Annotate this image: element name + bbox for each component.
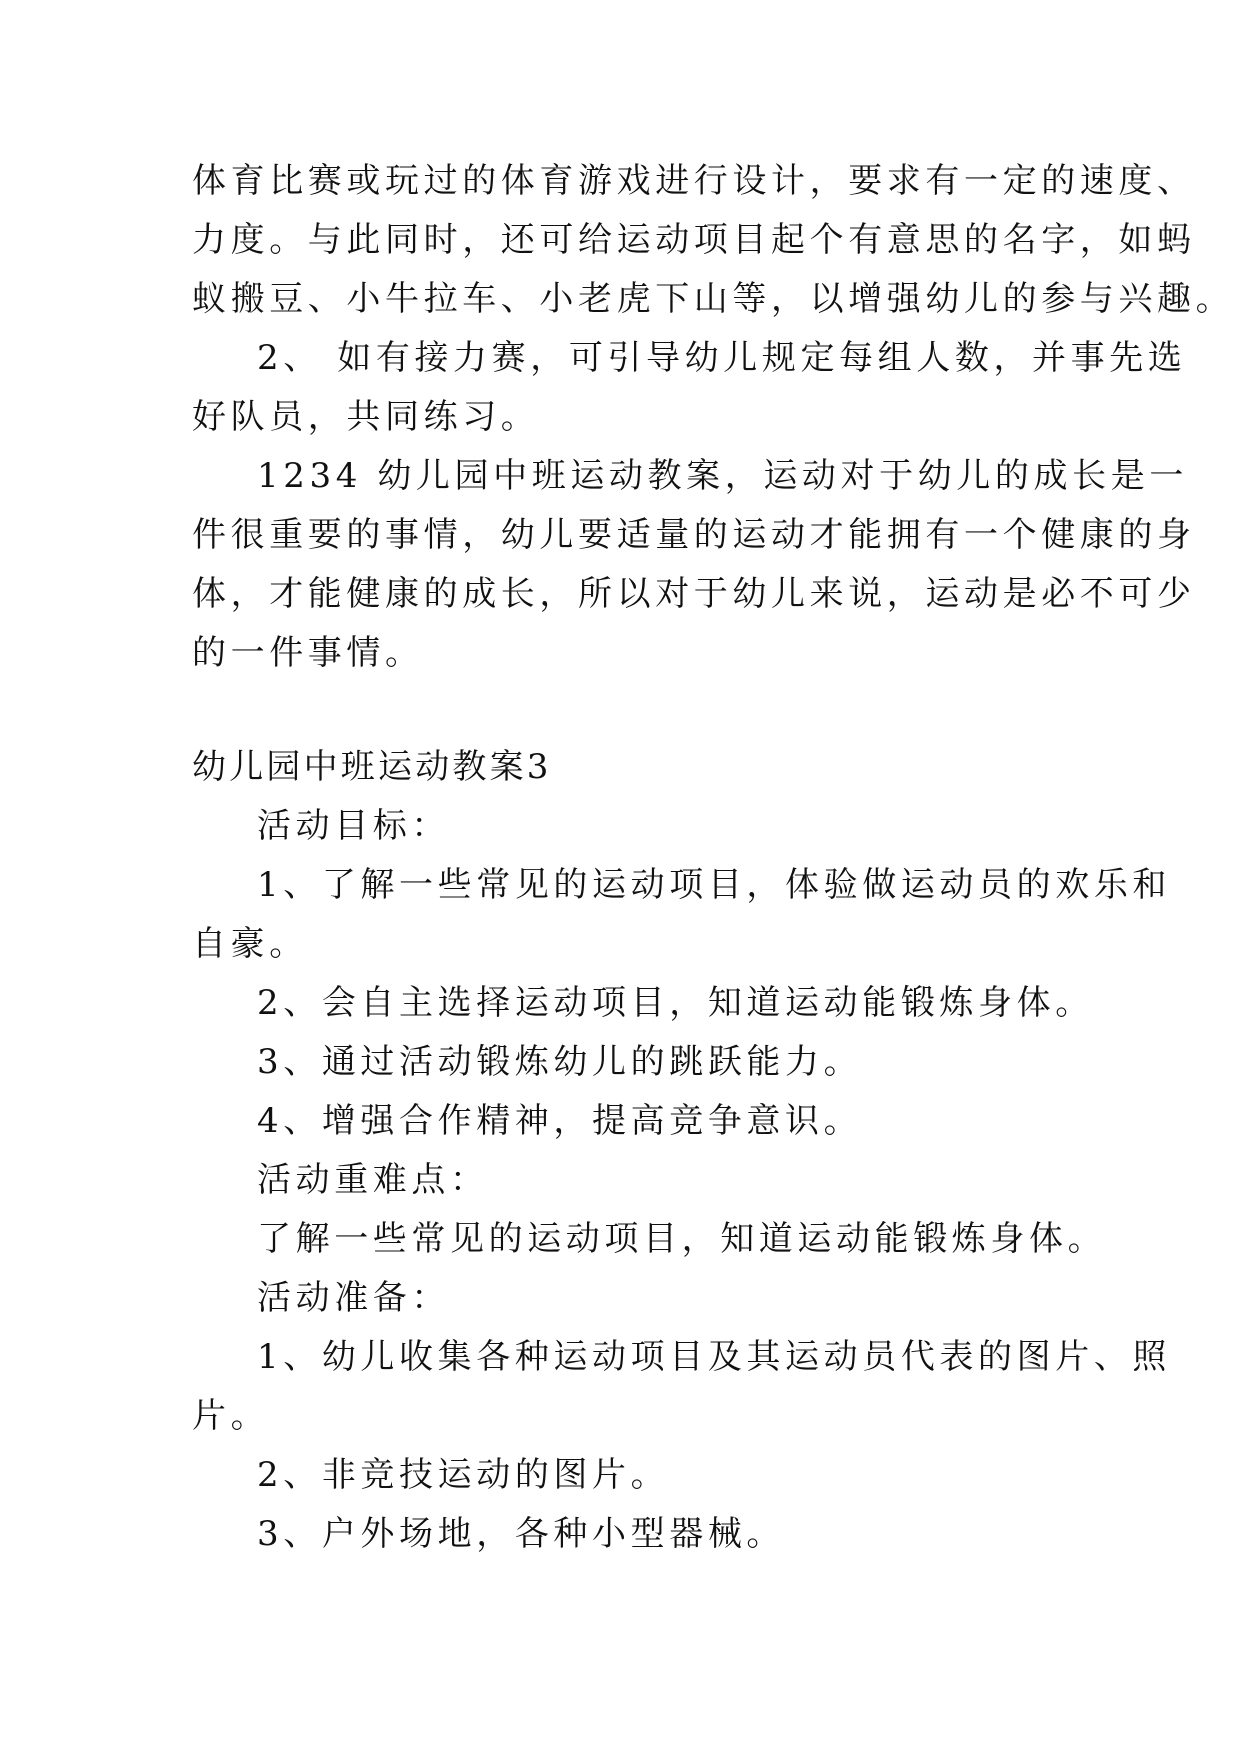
goal-item <box>192 1033 1072 1092</box>
text-line: 1、了解一些常见的运动项目，体验做运动员的欢乐和 <box>257 865 1172 905</box>
prep-heading: 活动准备： <box>257 1278 450 1318</box>
text-line: 3、通过活动锻炼幼儿的跳跃能力。 <box>257 1042 863 1082</box>
paragraph <box>192 447 1196 683</box>
text-line: 自豪。 <box>192 924 308 964</box>
text-line: 2、 如有接力赛，可引导幼儿规定每组人数，并事先选 <box>257 338 1187 378</box>
text-line: 蚁搬豆、小牛拉车、小老虎下山等，以增强幼儿的参与兴趣。 <box>192 279 1235 319</box>
document-body <box>192 152 1235 1564</box>
text-line: 3、户外场地，各种小型器械。 <box>257 1514 786 1554</box>
text-line: 件很重要的事情，幼儿要适量的运动才能拥有一个健康的身 <box>192 515 1196 555</box>
text-line: 力度。与此同时，还可给运动项目起个有意思的名字，如蚂 <box>192 220 1196 260</box>
prep-item <box>192 1328 1172 1446</box>
text-line: 的一件事情。 <box>192 633 424 673</box>
goal-item <box>192 974 1094 1033</box>
text-line: 2、会自主选择运动项目，知道运动能锻炼身体。 <box>257 983 1094 1023</box>
text-line: 好队员，共同练习。 <box>192 397 540 437</box>
text-line: 1、幼儿收集各种运动项目及其运动员代表的图片、照 <box>257 1337 1172 1377</box>
text-line: 2、非竞技运动的图片。 <box>257 1455 670 1495</box>
text-line: 体育比赛或玩过的体育游戏进行设计，要求有一定的速度、 <box>192 161 1196 201</box>
prep-item <box>192 1446 1072 1505</box>
goal-item <box>192 856 1172 974</box>
section-title: 幼儿园中班运动教案3 <box>192 747 552 787</box>
text-line: 体，才能健康的成长，所以对于幼儿来说，运动是必不可少 <box>192 574 1196 614</box>
text-line: 1234 幼儿园中班运动教案，运动对于幼儿的成长是一 <box>257 456 1188 496</box>
prep-item <box>192 1505 1072 1564</box>
paragraph <box>192 329 1187 447</box>
goals-heading: 活动目标： <box>257 806 450 846</box>
key-points-heading: 活动重难点： <box>257 1160 489 1200</box>
goal-item <box>192 1092 1072 1151</box>
key-points-text: 了解一些常见的运动项目，知道运动能锻炼身体。 <box>257 1219 1107 1259</box>
text-line: 4、增强合作精神，提高竞争意识。 <box>257 1101 863 1141</box>
paragraph <box>192 152 1235 329</box>
text-line: 片。 <box>192 1396 270 1436</box>
